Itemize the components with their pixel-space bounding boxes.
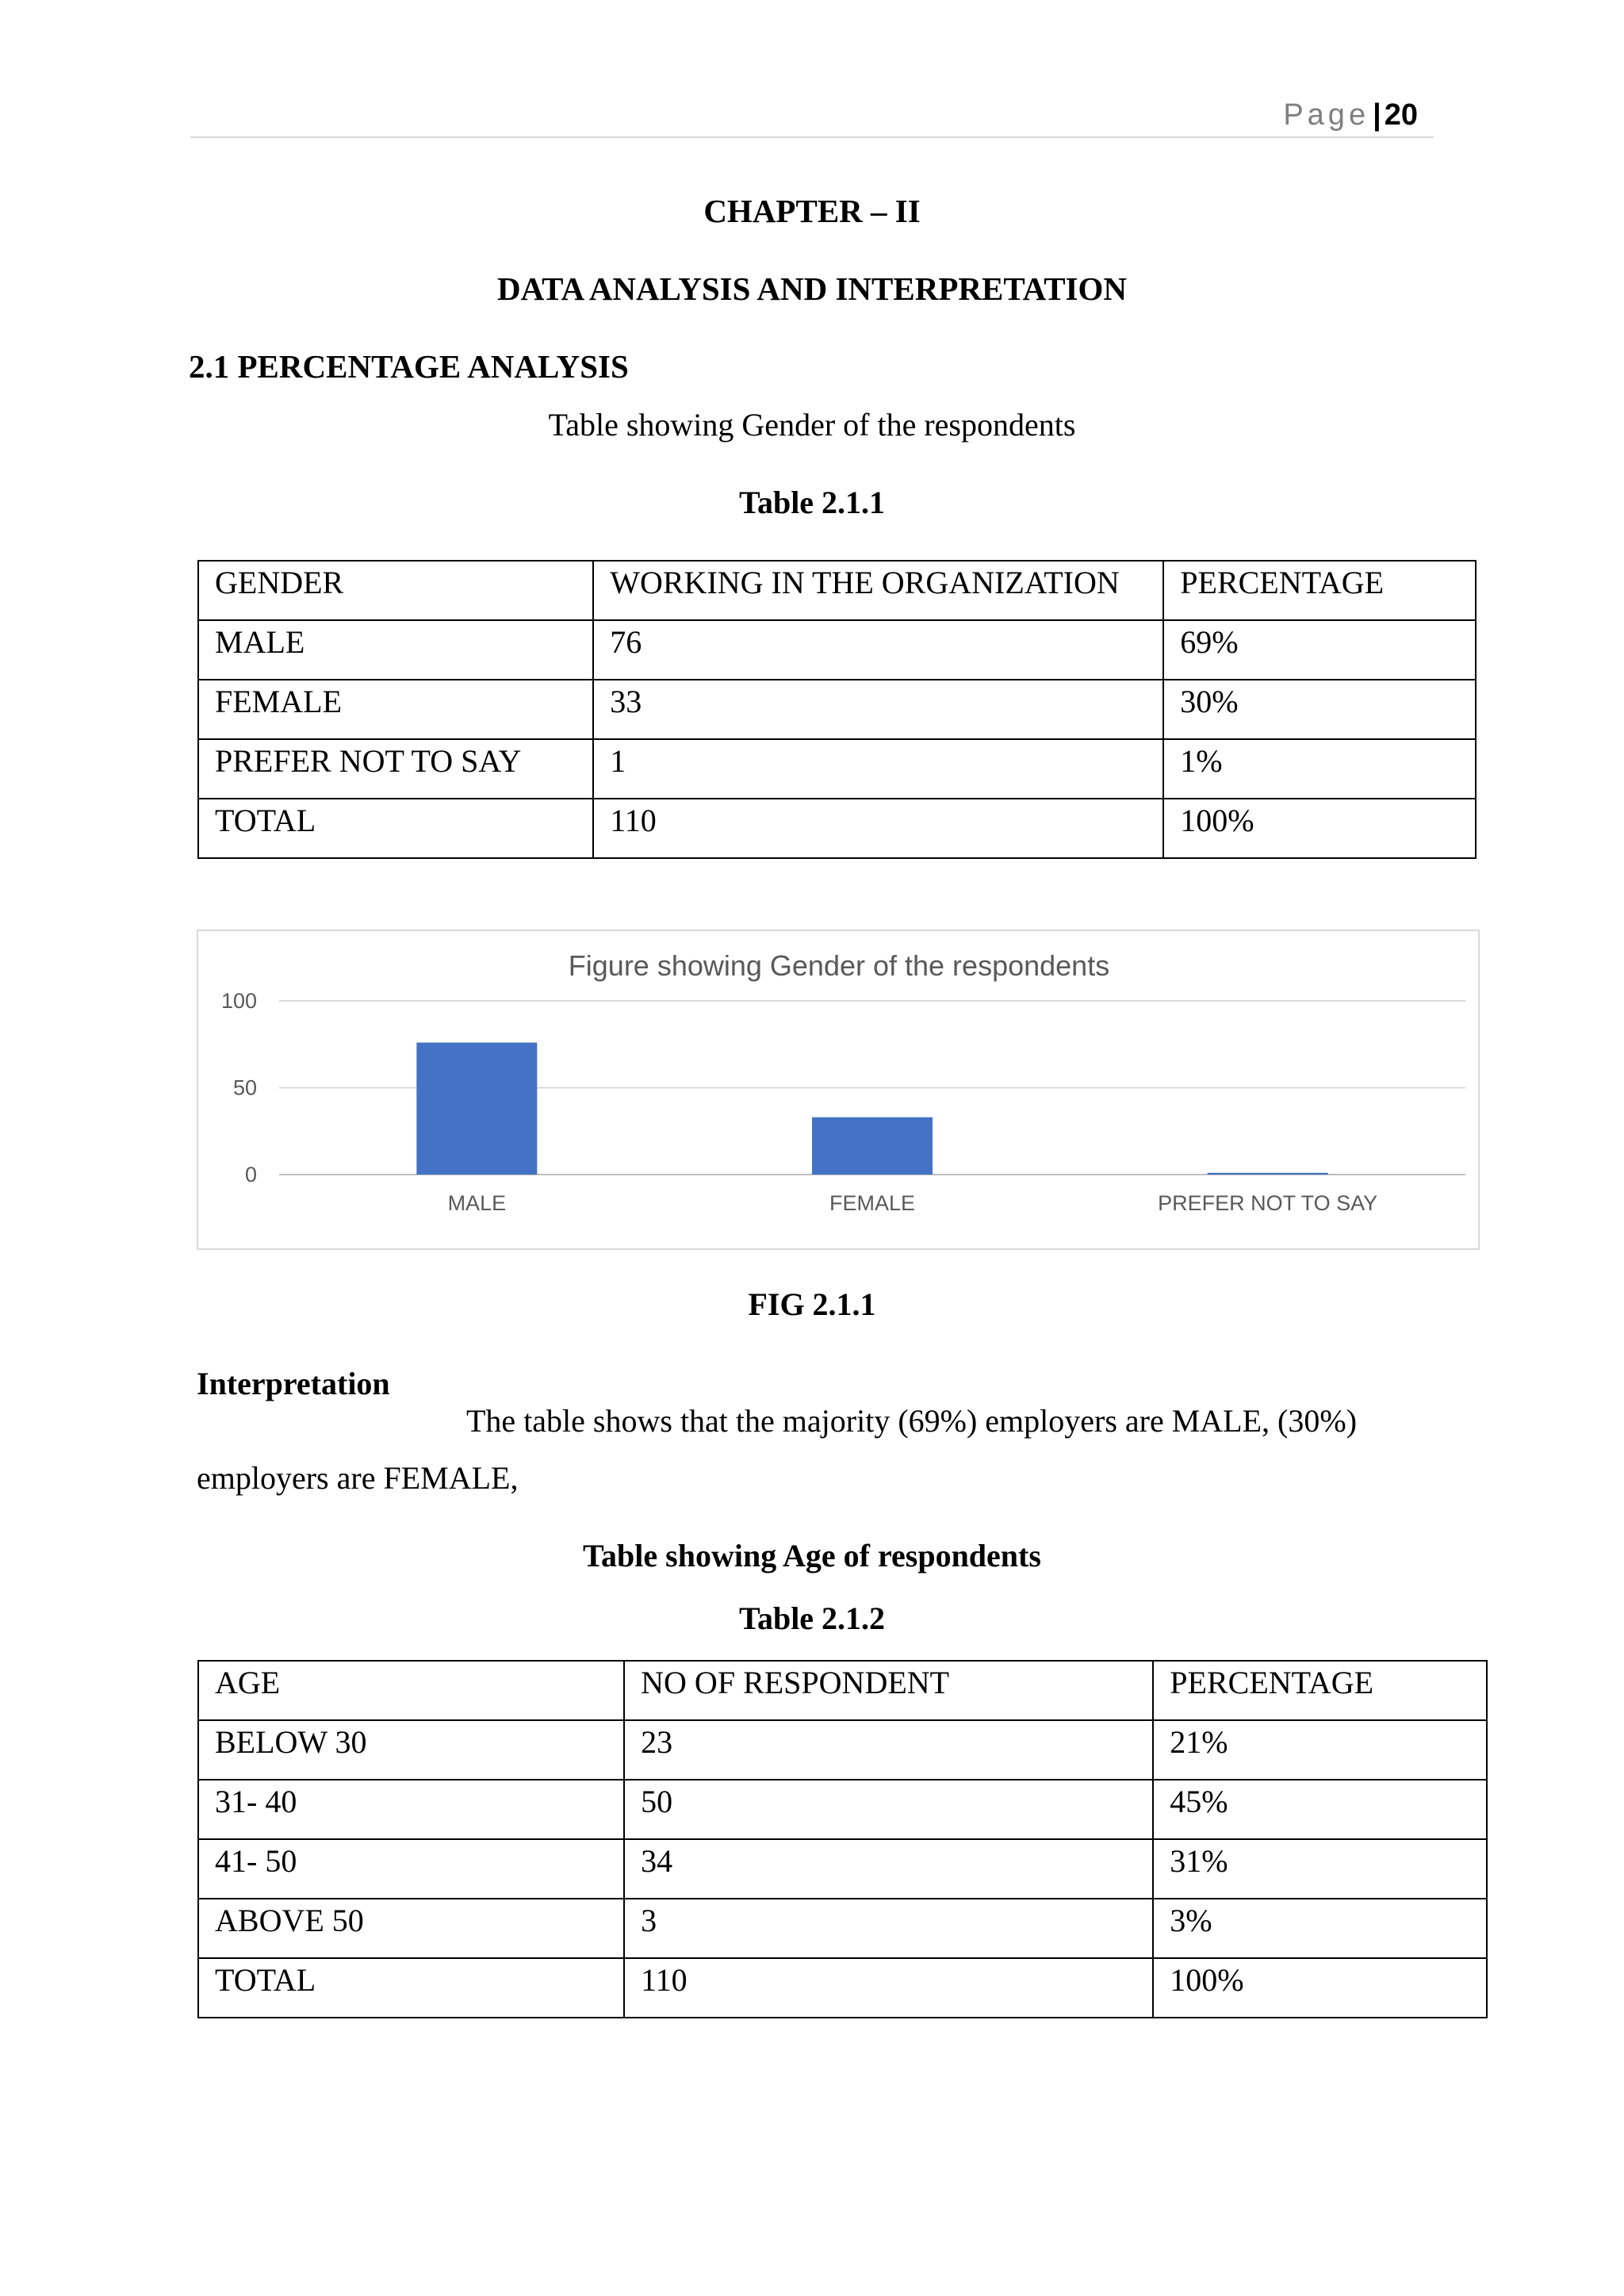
table-row <box>198 680 1476 739</box>
x-category-label: MALE <box>447 1191 507 1215</box>
page-word: Page <box>1283 98 1370 132</box>
table-cell: ABOVE 50 <box>198 1899 624 1958</box>
table-cell: 21% <box>1153 1720 1487 1780</box>
chapter-subtitle: DATA ANALYSIS AND INTERPRETATION <box>497 270 1127 307</box>
table-cell: 34 <box>624 1839 1153 1899</box>
age-table <box>197 1660 1488 2018</box>
table1-label: Table 2.1.1 <box>738 485 886 520</box>
table-cell: 100% <box>1153 1958 1487 2018</box>
table-cell: 50 <box>624 1780 1153 1839</box>
page-number-value: 20 <box>1384 98 1418 132</box>
table-cell: MALE <box>198 620 593 680</box>
y-tick-label: 100 <box>220 989 257 1013</box>
x-category-label: PREFER NOT TO SAY <box>1158 1191 1378 1215</box>
table-cell: 69% <box>1163 620 1476 680</box>
page-separator: | <box>1373 98 1381 132</box>
section-heading: 2.1 PERCENTAGE ANALYSIS <box>189 348 629 385</box>
table-header-cell: AGE <box>198 1661 624 1720</box>
table-cell: BELOW 30 <box>198 1720 624 1780</box>
table-cell: 45% <box>1153 1780 1487 1839</box>
table-header-cell: GENDER <box>198 561 593 620</box>
chart-svg <box>198 931 1481 1251</box>
table-header-cell: NO OF RESPONDENT <box>624 1661 1153 1720</box>
y-tick-label: 0 <box>244 1163 257 1186</box>
table-cell: 100% <box>1163 799 1476 858</box>
interpretation-line-2: employers are FEMALE, <box>197 1460 519 1496</box>
table-cell: 3% <box>1153 1899 1487 1958</box>
table-cell: 3 <box>624 1899 1153 1958</box>
table-header-cell: WORKING IN THE ORGANIZATION <box>593 561 1163 620</box>
table-row <box>198 739 1476 799</box>
table-cell: 110 <box>593 799 1163 858</box>
table2-caption: Table showing Age of respondents <box>583 1538 1041 1573</box>
table-cell: 1% <box>1163 739 1476 799</box>
table-row <box>198 1958 1487 2018</box>
table-cell: FEMALE <box>198 680 593 739</box>
interpretation-line-1: The table shows that the majority (69%) employers are MALE, (30%) <box>466 1403 1358 1439</box>
table2-label: Table 2.1.2 <box>738 1600 886 1636</box>
page-number <box>1283 98 1418 132</box>
table-row <box>198 1839 1487 1899</box>
gender-bar-chart <box>197 930 1480 1250</box>
table-header-cell: PERCENTAGE <box>1163 561 1476 620</box>
y-tick-label: 50 <box>232 1075 257 1100</box>
chart-title: Figure showing Gender of the respondents <box>568 949 1110 982</box>
table-cell: 110 <box>624 1958 1153 2018</box>
table-row <box>198 1899 1487 1958</box>
table-cell: 23 <box>624 1720 1153 1780</box>
figure-label: FIG 2.1.1 <box>748 1286 876 1322</box>
table-cell: TOTAL <box>198 799 593 858</box>
table-cell: 76 <box>593 620 1163 680</box>
table-row <box>198 620 1476 680</box>
bar-male <box>416 1043 537 1175</box>
x-category-label: FEMALE <box>829 1191 916 1215</box>
table-header-row <box>198 561 1476 620</box>
table1-caption: Table showing Gender of the respondents <box>548 407 1076 443</box>
table-cell: 31% <box>1153 1839 1487 1899</box>
page-header <box>190 95 1434 138</box>
chapter-title: CHAPTER – II <box>703 193 921 229</box>
bar-prefer-not-to-say <box>1208 1173 1328 1175</box>
table-cell: 41- 50 <box>198 1839 624 1899</box>
table-cell: TOTAL <box>198 1958 624 2018</box>
bar-female <box>812 1117 933 1175</box>
gender-table <box>197 560 1477 859</box>
table-header-cell: PERCENTAGE <box>1153 1661 1487 1720</box>
table-header-row <box>198 1661 1487 1720</box>
table-row <box>198 799 1476 858</box>
table-row <box>198 1780 1487 1839</box>
table-cell: 31- 40 <box>198 1780 624 1839</box>
table-cell: PREFER NOT TO SAY <box>198 739 593 799</box>
table-cell: 33 <box>593 680 1163 739</box>
table-cell: 30% <box>1163 680 1476 739</box>
table-row <box>198 1720 1487 1780</box>
interpretation-heading: Interpretation <box>197 1366 390 1401</box>
table-cell: 1 <box>593 739 1163 799</box>
